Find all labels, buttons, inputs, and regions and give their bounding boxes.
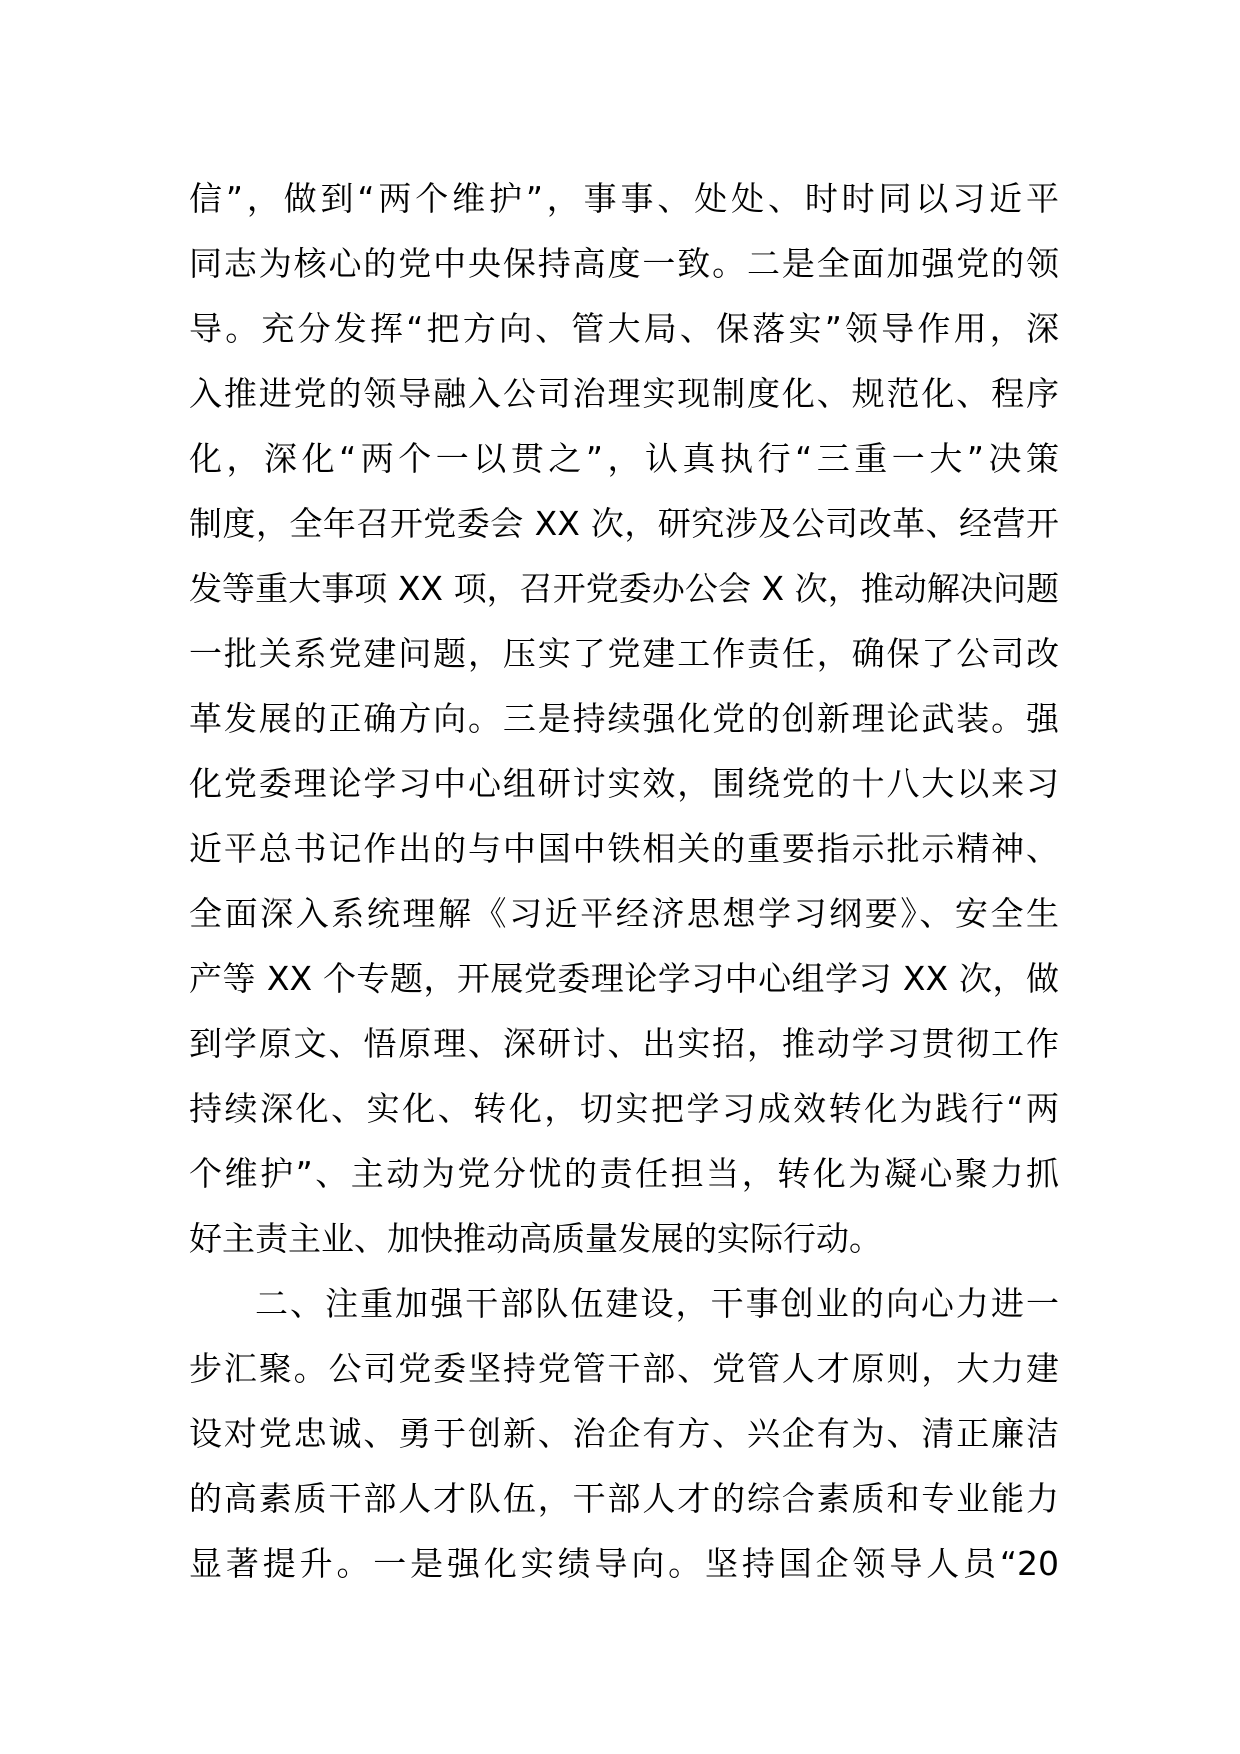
document-body bbox=[189, 166, 1059, 1596]
text-line: 化，深化“两个一以贯之”，认真执行“三重一大”决策 bbox=[189, 439, 1059, 478]
text-line: 导。充分发挥“把方向、管大局、保落实”领导作用，深 bbox=[189, 309, 1059, 348]
text-line: 制度，全年召开党委会 XX 次，研究涉及公司改革、经营开 bbox=[189, 504, 1059, 543]
paragraph-end-line: 好主责主业、加快推动高质量发展的实际行动。 bbox=[189, 1219, 882, 1258]
text-line: 全面深入系统理解《习近平经济思想学习纲要》、安全生 bbox=[189, 894, 1059, 933]
text-line: 发等重大事项 XX 项，召开党委办公会 X 次，推动解决问题 bbox=[189, 569, 1059, 608]
text-line: 一批关系党建问题，压实了党建工作责任，确保了公司改 bbox=[189, 634, 1059, 673]
text-line: 入推进党的领导融入公司治理实现制度化、规范化、程序 bbox=[189, 374, 1059, 413]
text-line: 个维护”、主动为党分忧的责任担当，转化为凝心聚力抓 bbox=[189, 1154, 1059, 1193]
text-line: 化党委理论学习中心组研讨实效，围绕党的十八大以来习 bbox=[189, 764, 1059, 803]
text-line: 持续深化、实化、转化，切实把学习成效转化为践行“两 bbox=[189, 1089, 1059, 1128]
text-line: 到学原文、悟原理、深研讨、出实招，推动学习贯彻工作 bbox=[189, 1024, 1059, 1063]
section-heading-line: 二、注重加强干部队伍建设，干事创业的向心力进一 bbox=[255, 1284, 1059, 1323]
text-line: 显著提升。一是强化实绩导向。坚持国企领导人员“20 bbox=[189, 1544, 1059, 1583]
text-line: 产等 XX 个专题，开展党委理论学习中心组学习 XX 次，做 bbox=[189, 959, 1059, 998]
text-line: 的高素质干部人才队伍，干部人才的综合素质和专业能力 bbox=[189, 1479, 1059, 1518]
text-line: 革发展的正确方向。三是持续强化党的创新理论武装。强 bbox=[189, 699, 1059, 738]
text-line: 步汇聚。公司党委坚持党管干部、党管人才原则，大力建 bbox=[189, 1349, 1059, 1388]
text-line: 设对党忠诚、勇于创新、治企有方、兴企有为、清正廉洁 bbox=[189, 1414, 1059, 1453]
text-line: 信”，做到“两个维护”，事事、处处、时时同以习近平 bbox=[189, 179, 1059, 218]
text-line: 近平总书记作出的与中国中铁相关的重要指示批示精神、 bbox=[189, 829, 1059, 868]
text-line: 同志为核心的党中央保持高度一致。二是全面加强党的领 bbox=[189, 244, 1059, 283]
